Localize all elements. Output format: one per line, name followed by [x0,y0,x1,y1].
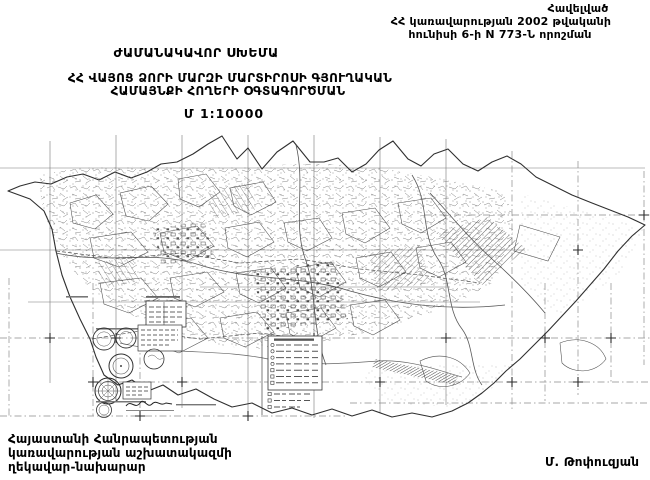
subtitle-line2: ՀԱՄԱՅՆՔԻ ՀՈՂԵՐԻ ՕԳՏԱԳՈՐԾՄԱՆ [110,84,346,98]
signatory-name: Մ. Թոփուզյան [545,455,640,469]
signatory-title-line3: ղեկավար-նախարար [8,460,146,474]
map-terrain-texture [40,164,645,408]
land-use-map [0,133,650,428]
page-title: ԺԱՄԱՆԱԿԱՎՈՐ ՍԽԵՄԱ [113,45,279,60]
official-seals [66,296,186,418]
map-image [0,133,650,428]
map-scale-label: Մ 1:10000 [183,106,265,121]
signatory-title-line2: կառավարության աշխատակազմի [8,446,233,460]
map-legend [262,336,322,415]
signatory-title-line1: Հայաստանի Հանրապետության [8,432,218,446]
annex-note-line3: հունիսի 6-ի N 773-Ն որոշման [408,28,592,41]
subtitle-line1: ՀՀ ՎԱՅՈՑ ՁՈՐԻ ՄԱՐԶԻ ՄԱՐՏԻՐՈՍԻ ԳՅՈՒՂԱԿԱՆ [67,71,393,85]
annex-note-line1: Հավելված [547,2,609,15]
annex-note-line2: ՀՀ կառավարության 2002 թվականի [390,15,612,28]
signature-squiggle [126,401,216,410]
